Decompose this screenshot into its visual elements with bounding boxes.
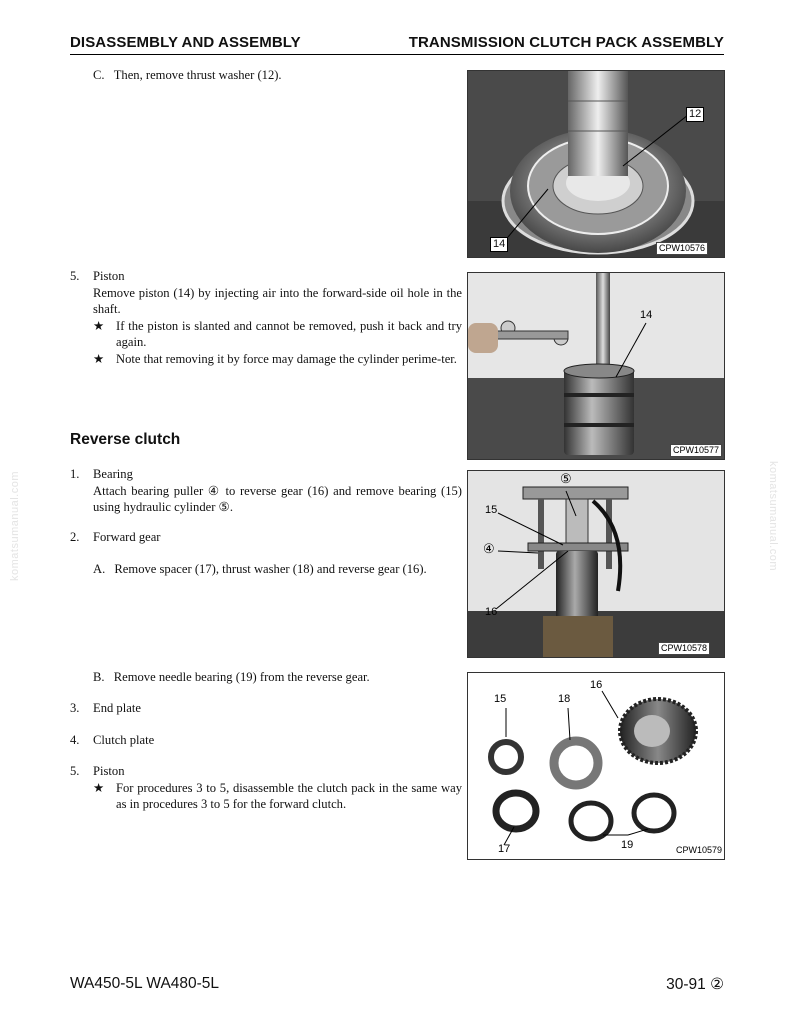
note-item — [93, 351, 462, 368]
note-text: Note that removing it by force may damage the cylinder perime-ter. — [116, 351, 457, 366]
note-text: For procedures 3 to 5, disassemble the clutch pack in the same way as in procedures 3 to 5 for the forward clutch. — [116, 780, 462, 811]
photo-bearing-puller — [468, 471, 724, 657]
step-number: 1. — [70, 467, 80, 481]
substep-letter: A. — [93, 562, 106, 576]
footer-page-number: 30-91 ② — [666, 976, 724, 993]
figure-code: CPW10577 — [670, 444, 722, 457]
photo-piston-air — [468, 273, 724, 459]
step-number: 5. — [70, 269, 80, 283]
substep-b — [93, 669, 463, 686]
figure-code: CPW10576 — [656, 242, 708, 255]
step-title: Bearing — [93, 467, 133, 481]
photo-clutch-drum — [468, 71, 724, 257]
figure-code: CPW10578 — [658, 642, 710, 655]
page-header — [70, 32, 724, 55]
star-icon: ★ — [93, 318, 105, 333]
watermark-right: komatsumanual.com — [767, 461, 779, 571]
label-19: 19 — [621, 839, 634, 851]
figure-piston-photo — [467, 272, 725, 460]
step-clutch-plate — [70, 732, 462, 749]
note-item — [93, 318, 462, 351]
step-body: Attach bearing puller ④ to reverse gear (16) and remove bearing (15) using hydraulic cylinder ⑤. — [93, 483, 462, 514]
star-icon: ★ — [93, 351, 105, 366]
step-number: 4. — [70, 733, 80, 747]
step-title: Clutch plate — [93, 733, 155, 747]
substep-letter: B. — [93, 670, 105, 684]
label-12: 12 — [686, 107, 704, 122]
step-title: Piston — [93, 764, 125, 778]
step-title: Piston — [93, 269, 125, 283]
star-icon: ★ — [93, 780, 105, 795]
step-number: 3. — [70, 701, 80, 715]
figure-bearing-puller-photo — [467, 470, 725, 658]
step-c-letter: C. — [93, 68, 105, 82]
step-reverse-piston — [70, 763, 462, 813]
substep-text: Remove needle bearing (19) from the reverse gear. — [113, 670, 370, 684]
figure-code: CPW10579 — [676, 845, 723, 855]
step-c-text: Then, remove thrust washer (12). — [113, 68, 282, 82]
header-section-title: DISASSEMBLY AND ASSEMBLY — [70, 34, 301, 51]
figure-parts-layout-photo — [467, 672, 725, 860]
label-5: ⑤ — [560, 471, 572, 486]
note-text: If the piston is slanted and cannot be removed, push it back and try again. — [116, 318, 462, 349]
substep-text: Remove spacer (17), thrust washer (18) and reverse gear (16). — [114, 562, 427, 576]
label-14: 14 — [640, 309, 653, 321]
step-end-plate — [70, 700, 462, 717]
note-item — [93, 780, 462, 813]
step-title: Forward gear — [93, 530, 161, 544]
step-piston — [70, 268, 462, 367]
label-16: 16 — [590, 679, 603, 691]
footer-models: WA450-5L WA480-5L — [70, 975, 220, 992]
step-title: End plate — [93, 701, 141, 715]
step-bearing — [70, 466, 462, 516]
label-17: 17 — [498, 843, 511, 855]
figure-thrust-washer-photo — [467, 70, 725, 258]
step-body: Remove piston (14) by injecting air into the forward-side oil hole in the shaft. — [93, 285, 462, 316]
label-14: 14 — [490, 237, 508, 252]
header-chapter-title: TRANSMISSION CLUTCH PACK ASSEMBLY — [408, 34, 724, 51]
label-15: 15 — [485, 504, 498, 516]
label-18: 18 — [558, 693, 571, 705]
step-c — [93, 67, 463, 84]
watermark-left: komatsumanual.com — [9, 471, 21, 581]
step-number: 5. — [70, 764, 80, 778]
step-forward-gear — [70, 529, 462, 546]
substep-a — [93, 561, 463, 578]
label-4: ④ — [483, 541, 495, 556]
section-heading: Reverse clutch — [70, 431, 181, 448]
label-15: 15 — [494, 693, 507, 705]
label-16: 16 — [485, 606, 498, 618]
photo-reverse-gear-parts — [468, 673, 724, 859]
step-number: 2. — [70, 530, 80, 544]
